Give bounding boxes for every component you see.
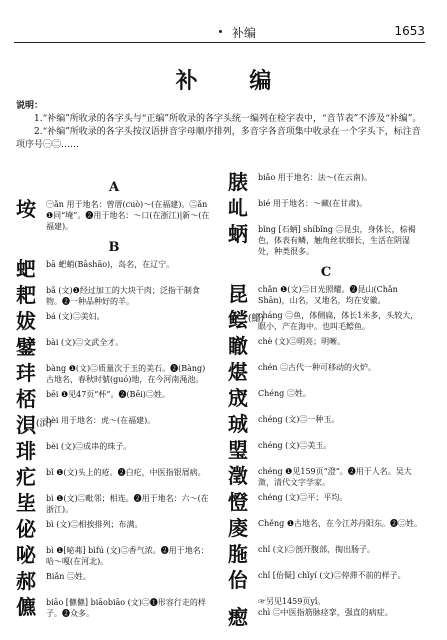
dictionary-entry <box>16 467 212 492</box>
headword: 浿 <box>16 413 36 437</box>
headword: 耙 <box>16 283 36 307</box>
entry-definition: chì ㊁中医指筋脉痉挛，强直的病症。 <box>258 608 393 617</box>
headword-variant: (鱨) <box>248 314 265 324</box>
entry-definition: bā 蚆蛸(Bāshāo)，岛名，在辽宁。 <box>46 260 175 269</box>
dictionary-entry <box>16 545 212 570</box>
entry-definition: chéng (文)㊁美玉。 <box>258 441 332 450</box>
headword: 昆 <box>228 282 248 306</box>
dictionary-entry <box>16 337 212 362</box>
headword: 乢 <box>228 196 248 220</box>
headword: 垵 <box>16 197 36 221</box>
headword: 玤 <box>16 361 36 385</box>
dictionary-entry <box>228 414 424 439</box>
page-title: 补 编 <box>175 68 294 94</box>
headword: 憕 <box>228 490 248 514</box>
dictionary-entry <box>228 336 424 361</box>
notes-paragraph-2: 2.“补编”所收录的各字头按汉语拼音字母顺序排列，多音字各音项集中收录在一个字头下，标注音项序号㊀㊁…… <box>16 127 421 150</box>
headword: 坒 <box>16 491 36 515</box>
headword: 桮 <box>16 387 36 411</box>
headword: 咇 <box>16 543 36 567</box>
headword: 瘛 <box>228 605 248 629</box>
dictionary-entry <box>16 415 212 440</box>
dictionary-entry <box>16 493 212 518</box>
entry-definition: bǎ (文)❶经过加工的大块干肉；泛指干制食物。❷一种品种好的羊。 <box>46 286 200 306</box>
dictionary-entry <box>228 570 424 595</box>
headword: 胣 <box>228 542 248 566</box>
dictionary-entry <box>16 259 212 284</box>
entry-definition: chéng (文)㊁一种玉。 <box>258 415 340 424</box>
entry-definition: bèi 用于地名：虎～(在福建)。 <box>46 416 156 425</box>
headword: 宬 <box>228 386 248 410</box>
dictionary-entry <box>228 198 424 223</box>
dictionary-entry <box>16 519 212 544</box>
dictionary-entry <box>228 544 424 569</box>
entry-definition: Chěng ❶古地名，在今江苏丹阳东。❷㊁姓。 <box>258 519 422 528</box>
dictionary-entry <box>228 310 424 335</box>
entry-definition: chè (文)㊁明亮；明晰。 <box>258 337 346 346</box>
headword: 瞮 <box>228 334 248 358</box>
headword: 疕 <box>16 465 36 489</box>
dictionary-entry <box>228 284 424 309</box>
dictionary-entry <box>228 172 424 197</box>
dictionary-entry <box>16 441 212 466</box>
dictionary-entry <box>16 389 212 414</box>
entry-definition: chéng ❶见159页“澄”。❷用于人名。吴大澂，清代文字学家。 <box>258 467 412 487</box>
dictionary-entry <box>228 466 424 491</box>
entry-definition: chén ㊁古代一种可移动的火炉。 <box>258 363 377 372</box>
dictionary-entry <box>16 199 212 232</box>
headword: 脿 <box>228 170 248 194</box>
right-column <box>228 172 424 633</box>
headword: 郝 <box>16 569 36 593</box>
entry-definition: biǎo 用于地名：法～(在云南)。 <box>258 173 373 182</box>
dictionary-entry <box>16 285 212 310</box>
dictionary-entry <box>228 518 424 543</box>
header-dot <box>219 30 222 33</box>
headword: 澂 <box>228 464 248 488</box>
running-header <box>14 20 425 43</box>
dictionary-entry <box>228 492 424 517</box>
left-column <box>16 172 212 623</box>
dictionary-entry <box>16 311 212 336</box>
notes-heading: 说明： <box>16 101 44 111</box>
dictionary-entry <box>16 363 212 388</box>
dictionary-entry <box>228 362 424 387</box>
entry-definition: chǐ (文)㊁剖开腹部，掏出肠子。 <box>258 545 375 554</box>
letter-section-heading: C <box>320 265 332 280</box>
headword: 珹 <box>228 412 248 436</box>
entry-definition: bì ❶[咇茀] bìfú (文)㊁香气浓。❷用于地名：哈～嘎(在河北)。 <box>46 546 209 566</box>
entry-definition: biāo [儦儦] biāobiāo (文)㊁❶形容行走的样子。❷众多。 <box>46 598 206 618</box>
entry-definition: ☞另见1459页yǐ。 <box>258 597 326 606</box>
entry-definition: chéng (文)㊁平；平均。 <box>258 493 348 502</box>
letter-section-heading: B <box>108 240 120 255</box>
headword: 庱 <box>228 516 248 540</box>
headword: 煁 <box>228 360 248 384</box>
headword: 儦 <box>16 595 36 619</box>
entry-definition: bá (文)㊁美妇。 <box>46 312 105 321</box>
entry-definition: bèi (文)㊁成串的珠子。 <box>46 442 132 451</box>
headword: 蚆 <box>16 257 36 281</box>
headword: 鐾 <box>16 335 36 359</box>
header-section-title: 补编 <box>232 26 257 40</box>
notes-paragraph-1: 1.“补编”所收录的各字头与“正编”所收录的各字头统一编列在检字表中，“音节表”不涉及“补编”。 <box>34 114 422 124</box>
page-number: 1653 <box>394 24 425 38</box>
letter-section-heading: A <box>108 180 120 195</box>
entry-definition: bì (文)㊁相挨排列；布满。 <box>46 520 143 529</box>
entry-definition: bàng ❶(文)㊁质量次于玉的美石。❷(Bàng)古地名，春秋时號(guó)地，在今河南渑池。 <box>46 364 206 384</box>
dictionary-entry <box>16 571 212 596</box>
headword: 蛃 <box>228 222 248 246</box>
entry-definition: bié 用于地名：～藏(在甘肃)。 <box>258 199 368 208</box>
entry-definition: bǐ ❶(文)头上的疮。❷白疕，中医指银屑病。 <box>46 468 206 477</box>
headword: 妭 <box>16 309 36 333</box>
dictionary-entry <box>16 597 212 622</box>
notes <box>16 100 427 152</box>
entry-definition: Biǎn ㊁姓。 <box>46 572 91 581</box>
entry-definition: ㊀ǎn 用于地名：曾厝(cuò)～(在福建)。㊁ǎn ❶同“埯”。❷用于地名：～口(在浙江)|新～(在福建)。 <box>46 200 210 231</box>
dictionary-entry <box>228 224 424 257</box>
dictionary-entry <box>228 607 424 632</box>
entry-definition: bì ❶(文)㊁毗邻；相连。❷用于地名：六～(在浙江)。 <box>46 494 209 514</box>
dictionary-entry <box>228 440 424 465</box>
headword: 琞 <box>228 438 248 462</box>
entry-definition: Chéng ㊁姓。 <box>258 389 311 398</box>
entry-definition: chǎn ❶(文)㊁日光照耀。❷昆山(Chǎn Shān)，山名，又地名，均在安徽。 <box>258 285 398 305</box>
entry-definition: cháng ㊁鱼，体侧扁，体长1米多，头较大，眼小，产在海中。也叫毛鲿鱼。 <box>258 311 419 331</box>
dictionary-entry <box>228 388 424 413</box>
entry-definition: bài (文)㊁文武全才。 <box>46 338 124 347</box>
headword: 鲿 <box>228 308 248 332</box>
headword: 佁 <box>228 568 248 592</box>
headword: 琲 <box>16 439 36 463</box>
dictionary-entry <box>228 596 424 607</box>
entry-definition: chǐ [佁儗] chǐyí (文)㊁停滞不前的样子。 <box>258 571 406 580</box>
entry-definition: bǐng [石蛃] shíbǐng ㊁昆虫，身体长，棕褐色，体表有鳞，触角丝状细长，生活在阴湿处，种类很多。 <box>258 225 416 256</box>
headword: 佖 <box>16 517 36 541</box>
headword-variant: (湏) <box>36 419 53 429</box>
entry-definition: bēi ❶见47页“杯”。❷(Bēi)㊁姓。 <box>46 390 170 399</box>
